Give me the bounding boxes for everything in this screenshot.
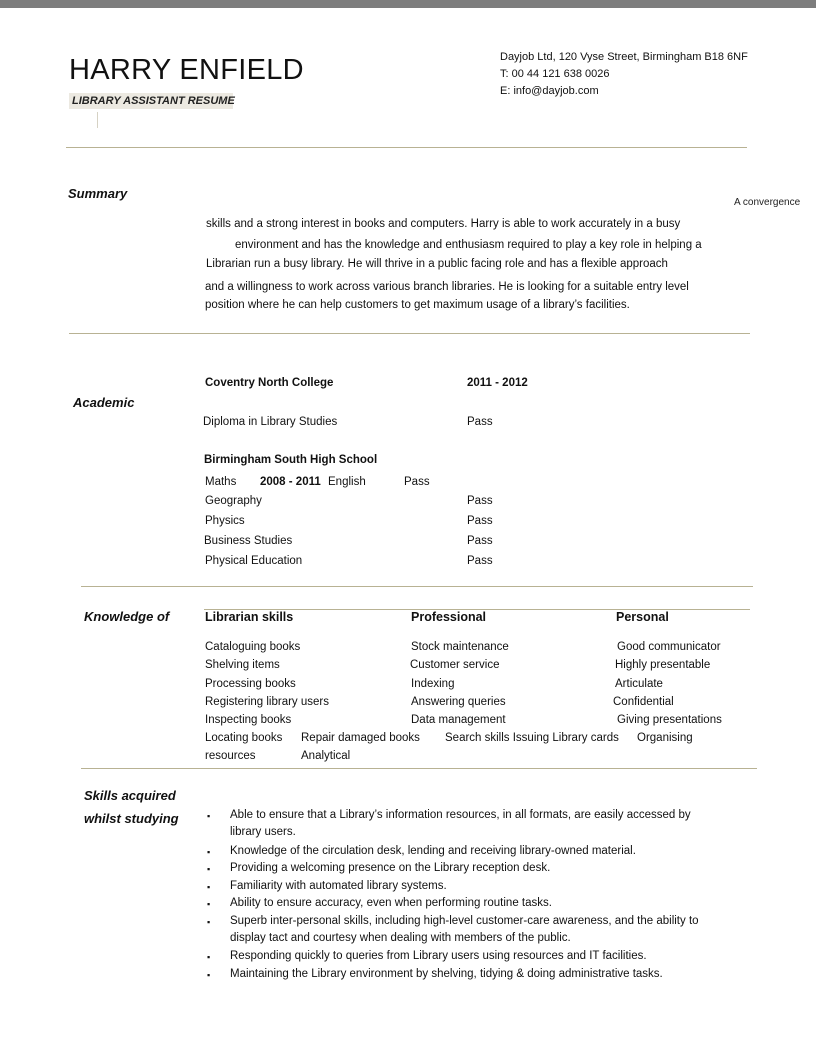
subject-result: Pass — [467, 555, 493, 567]
subject-result: Pass — [467, 535, 493, 547]
skills-item-line: Providing a welcoming presence on the Library reception desk. — [230, 862, 551, 874]
skill-item: Customer service — [410, 659, 500, 671]
subject-maths: Maths — [205, 476, 237, 488]
skill-item: Search skills Issuing Library cards — [445, 732, 619, 744]
column-header-librarian: Librarian skills — [205, 610, 294, 624]
contact-address: Dayjob Ltd, 120 Vyse Street, Birmingham B18 6NF — [500, 51, 748, 63]
column-header-personal: Personal — [616, 610, 669, 624]
skills-item-line: Maintaining the Library environment by shelving, tidying & doing administrative tasks. — [230, 968, 663, 980]
summary-divider — [69, 333, 750, 334]
column-header-professional: Professional — [411, 610, 487, 624]
summary-line: position where he can help customers to get maximum usage of a library’s facilities. — [205, 299, 630, 311]
college-years: 2011 - 2012 — [467, 377, 528, 389]
candidate-name: HARRY ENFIELD — [69, 54, 304, 86]
summary-line: environment and has the knowledge and enthusiasm required to play a key role in helping a — [235, 239, 702, 251]
skills-item-line: Knowledge of the circulation desk, lending and receiving library-owned material. — [230, 845, 636, 857]
skill-item: Organising — [637, 732, 693, 744]
skill-item: Shelving items — [205, 659, 280, 671]
skills-item-line: Superb inter-personal skills, including high-level customer-care awareness, and the ability to — [230, 915, 699, 927]
summary-line: Librarian run a busy library. He will thrive in a public facing role and has a flexible approach — [206, 258, 668, 270]
skills-item-line: Ability to ensure accuracy, even when performing routine tasks. — [230, 897, 552, 909]
skill-item: Inspecting books — [205, 714, 292, 726]
skills-item-line: Familiarity with automated library systems. — [230, 880, 447, 892]
diploma-result: Pass — [467, 416, 493, 428]
bullet-icon: ▪ — [207, 847, 211, 857]
skills-item-line: Able to ensure that a Library’s information resources, in all formats, are easily accessed by — [230, 809, 691, 821]
skills-heading-line2: whilst studying — [84, 811, 179, 826]
subject-result: Pass — [467, 515, 493, 527]
bullet-icon: ▪ — [207, 970, 211, 980]
bullet-icon: ▪ — [207, 864, 211, 874]
bullet-icon: ▪ — [207, 811, 211, 821]
subject-name: Physics — [205, 515, 245, 527]
skills-item-line: library users. — [230, 826, 296, 838]
resume-subtitle: LIBRARY ASSISTANT RESUME — [69, 93, 233, 109]
bullet-icon: ▪ — [207, 952, 211, 962]
subject-name: Business Studies — [204, 535, 293, 547]
skill-item: Articulate — [615, 678, 663, 690]
skill-item: Analytical — [301, 750, 351, 762]
top-bar — [0, 0, 816, 8]
summary-overflow-text: A convergence — [734, 197, 801, 208]
subject-name: Physical Education — [205, 555, 303, 567]
skill-item: Indexing — [411, 678, 455, 690]
subject-english: English — [328, 476, 366, 488]
skill-item: Highly presentable — [615, 659, 711, 671]
skill-item: Registering library users — [205, 696, 329, 708]
bullet-icon: ▪ — [207, 882, 211, 892]
skill-item: resources — [205, 750, 256, 762]
diploma-name: Diploma in Library Studies — [203, 416, 338, 428]
subtitle-tick — [97, 112, 98, 128]
academic-divider — [81, 586, 753, 587]
knowledge-heading: Knowledge of — [84, 609, 170, 624]
skill-item: Data management — [411, 714, 506, 726]
college-name: Coventry North College — [205, 377, 334, 389]
bullet-icon: ▪ — [207, 899, 211, 909]
subject-result: Pass — [467, 495, 493, 507]
skills-item-line: display tact and courtesy when dealing with members of the public. — [230, 932, 571, 944]
contact-phone: T: 00 44 121 638 0026 — [500, 68, 610, 80]
header-divider — [66, 147, 747, 148]
academic-heading: Academic — [73, 395, 135, 410]
skill-item: Repair damaged books — [301, 732, 420, 744]
skill-item: Good communicator — [617, 641, 721, 653]
skill-item: Giving presentations — [617, 714, 722, 726]
school-years: 2008 - 2011 — [260, 476, 321, 488]
skill-item: Confidential — [613, 696, 674, 708]
school-name: Birmingham South High School — [204, 454, 378, 466]
subject-name: Geography — [205, 495, 262, 507]
bullet-icon: ▪ — [207, 917, 211, 927]
skill-item: Cataloguing books — [205, 641, 301, 653]
knowledge-divider — [81, 768, 757, 769]
skill-item: Answering queries — [411, 696, 506, 708]
skill-item: Locating books — [205, 732, 283, 744]
summary-heading: Summary — [68, 186, 128, 201]
skill-item: Processing books — [205, 678, 296, 690]
skill-item: Stock maintenance — [411, 641, 509, 653]
skills-item-line: Responding quickly to queries from Library users using resources and IT facilities. — [230, 950, 647, 962]
contact-email: E: info@dayjob.com — [500, 85, 599, 97]
summary-line: and a willingness to work across various branch libraries. He is looking for a suitable entry level — [205, 281, 689, 293]
skills-heading-line1: Skills acquired — [84, 788, 176, 803]
english-result: Pass — [404, 476, 430, 488]
summary-line: skills and a strong interest in books and computers. Harry is able to work accurately in a busy — [206, 218, 681, 230]
